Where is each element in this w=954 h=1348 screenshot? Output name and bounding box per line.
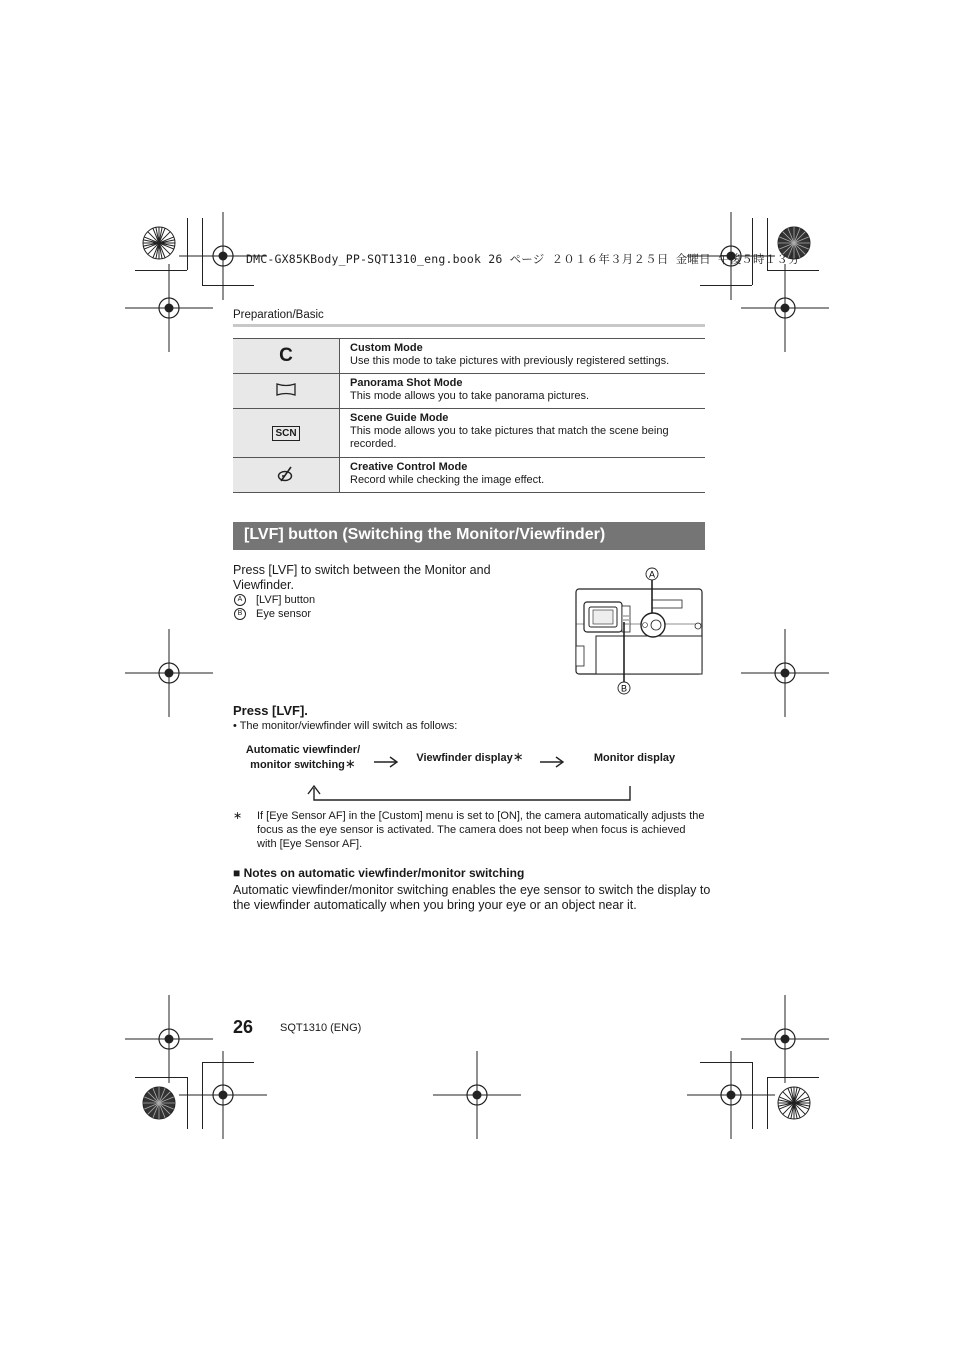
mode-text-cell bbox=[340, 458, 706, 493]
asterisk-mark: ∗ bbox=[512, 749, 524, 764]
asterisk-mark: ∗ bbox=[233, 810, 243, 822]
mode-text-cell bbox=[340, 339, 706, 374]
legend-label: [LVF] button bbox=[256, 594, 316, 606]
mode-name: Custom Mode bbox=[350, 342, 423, 354]
notes-heading: ■ Notes on automatic viewfinder/monitor switching bbox=[233, 866, 525, 880]
notes-body: Automatic viewfinder/monitor switching enables the eye sensor to switch the display to the viewfinder automatically when you bring your eye or an object near it. bbox=[233, 883, 711, 912]
icon-cell bbox=[233, 409, 340, 458]
creative-control-icon bbox=[277, 473, 295, 485]
press-lvf-heading: Press [LVF]. bbox=[233, 703, 308, 718]
file-header: DMC-GX85KBody_PP-SQT1310_eng.book 26 ページ ２０１６年３月２５日 金曜日 午後５時１３分 bbox=[246, 252, 800, 266]
bullet-text: • The monitor/viewfinder will switch as follows: bbox=[233, 720, 458, 732]
legend-item bbox=[233, 593, 315, 607]
icon-cell bbox=[233, 374, 340, 409]
callout-b-icon: B bbox=[234, 608, 246, 620]
footnote-text: If [Eye Sensor AF] in the [Custom] menu is set to [ON], the camera automatically adjusts the focus as the eye sensor is activated. The camera does not beep when focus is achieved with [Eye Sensor AF]. bbox=[257, 810, 705, 850]
section-title: [LVF] button (Switching the Monitor/Viewfinder) bbox=[244, 526, 606, 543]
return-arrow-icon bbox=[308, 786, 630, 800]
table-row bbox=[233, 374, 705, 409]
breadcrumb: Preparation/Basic bbox=[233, 309, 324, 321]
section-header bbox=[233, 522, 705, 550]
flow-step-monitor-label: Monitor display bbox=[593, 752, 676, 764]
mode-text-cell bbox=[340, 374, 706, 409]
custom-mode-icon: C bbox=[279, 345, 293, 366]
mode-text-cell bbox=[340, 409, 706, 458]
flow-step-auto-line2: monitor switching bbox=[250, 759, 345, 771]
mode-desc: Record while checking the image effect. bbox=[350, 474, 545, 486]
callout-a-letter: A bbox=[648, 569, 656, 580]
scene-guide-icon: SCN bbox=[272, 426, 299, 441]
mode-desc: This mode allows you to take panorama pictures. bbox=[350, 390, 590, 402]
table-row bbox=[233, 458, 705, 493]
header-rule bbox=[233, 324, 705, 327]
callout-b-letter: B bbox=[620, 683, 628, 694]
doc-code: SQT1310 (ENG) bbox=[280, 1022, 362, 1034]
legend-item bbox=[233, 607, 315, 621]
flow-arrows bbox=[300, 752, 640, 804]
legend-label: Eye sensor bbox=[256, 608, 312, 620]
camera-illustration bbox=[570, 564, 710, 698]
mode-name: Panorama Shot Mode bbox=[350, 377, 463, 389]
mode-desc: Use this mode to take pictures with previously registered settings. bbox=[350, 355, 670, 367]
icon-cell bbox=[233, 458, 340, 493]
arrow-right-icon bbox=[374, 757, 397, 767]
flow-step-auto-line1: Automatic viewfinder/ bbox=[245, 744, 361, 756]
legend bbox=[233, 593, 315, 621]
page-number: 26 bbox=[233, 1017, 254, 1037]
arrow-right-icon bbox=[540, 757, 563, 767]
table-row bbox=[233, 339, 705, 374]
asterisk-mark: ∗ bbox=[344, 756, 356, 771]
intro-text: Press [LVF] to switch between the Monitor and Viewfinder. bbox=[233, 563, 491, 592]
mode-name: Scene Guide Mode bbox=[350, 412, 449, 424]
mode-table bbox=[233, 338, 705, 493]
mode-name: Creative Control Mode bbox=[350, 461, 468, 473]
panorama-icon bbox=[276, 387, 296, 399]
callout-a-icon: A bbox=[234, 594, 246, 606]
icon-cell bbox=[233, 339, 340, 374]
table-row bbox=[233, 409, 705, 458]
mode-desc: This mode allows you to take pictures that match the scene being recorded. bbox=[350, 425, 669, 450]
flow-step-viewfinder-label: Viewfinder display bbox=[416, 752, 513, 764]
